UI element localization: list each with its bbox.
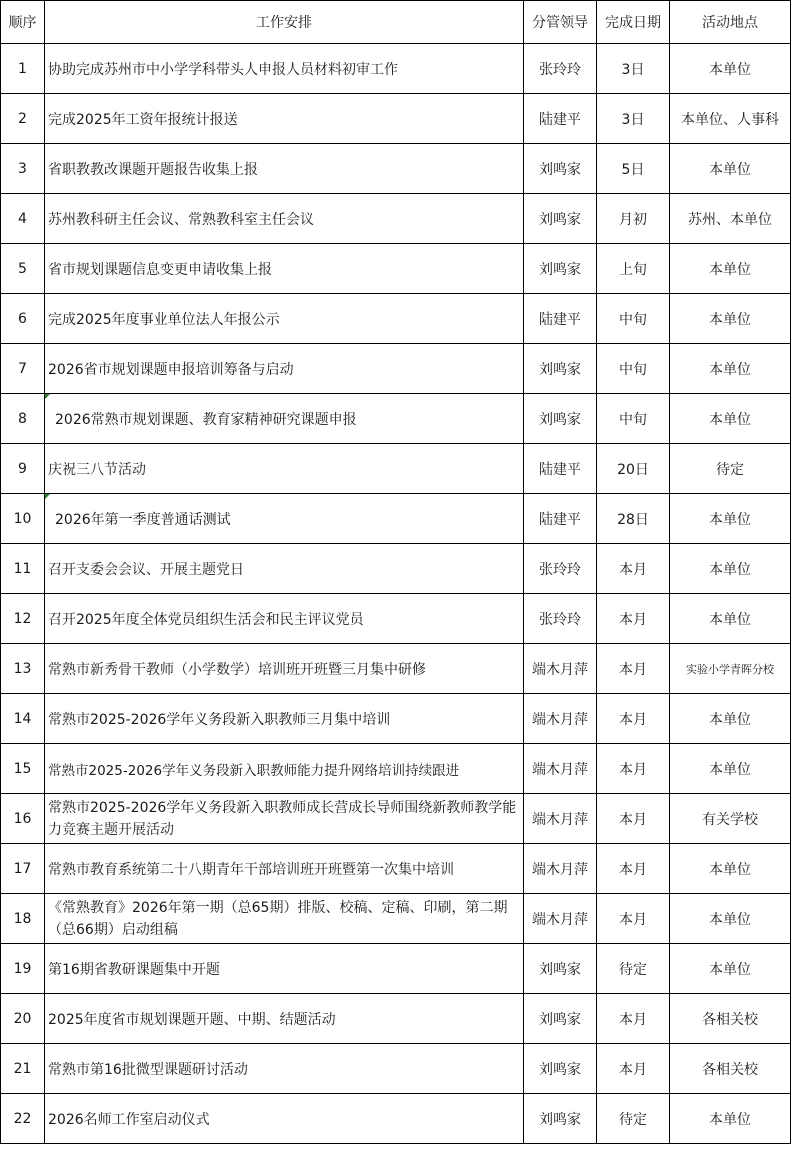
table-row: [1, 294, 791, 344]
table-row: [1, 1094, 791, 1144]
table-row: [1, 244, 791, 294]
table-row: [1, 544, 791, 594]
row-task: 完成2025年度事业单位法人年报公示: [45, 294, 524, 344]
row-no: 21: [1, 1044, 45, 1094]
table-row: [1, 994, 791, 1044]
row-no: 3: [1, 144, 45, 194]
table-row: [1, 744, 791, 794]
row-no: 11: [1, 544, 45, 594]
row-task: 常熟市第16批微型课题研讨活动: [45, 1044, 524, 1094]
row-no: 19: [1, 944, 45, 994]
row-leader: 刘鸣家: [524, 344, 597, 394]
row-leader: 张玲玲: [524, 544, 597, 594]
header-leader: 分管领导: [524, 1, 597, 44]
row-no: 14: [1, 694, 45, 744]
row-no: 7: [1, 344, 45, 394]
row-location: 各相关校: [670, 1044, 791, 1094]
row-location: 本单位: [670, 344, 791, 394]
row-leader: 陆建平: [524, 94, 597, 144]
row-date: 3日: [597, 94, 670, 144]
row-location: 本单位: [670, 744, 791, 794]
row-date: 中旬: [597, 344, 670, 394]
row-location: 本单位: [670, 894, 791, 944]
row-task: 常熟市2025-2026学年义务段新入职教师能力提升网络培训持续跟进: [45, 744, 524, 794]
row-leader: 端木月萍: [524, 644, 597, 694]
row-location: 本单位: [670, 694, 791, 744]
row-task: 常熟市教育系统第二十八期青年干部培训班开班暨第一次集中培训: [45, 844, 524, 894]
row-leader: 张玲玲: [524, 44, 597, 94]
row-leader: 端木月萍: [524, 744, 597, 794]
row-no: 12: [1, 594, 45, 644]
row-date: 本月: [597, 694, 670, 744]
row-date: 中旬: [597, 294, 670, 344]
row-task: 常熟市新秀骨干教师（小学数学）培训班开班暨三月集中研修: [45, 644, 524, 694]
row-leader: 陆建平: [524, 444, 597, 494]
row-date: 月初: [597, 194, 670, 244]
table-row: [1, 794, 791, 844]
row-task: 《常熟教育》2026年第一期（总65期）排版、校稿、定稿、印刷，第二期（总66期）启动组稿: [45, 894, 524, 944]
row-location: 本单位: [670, 394, 791, 444]
row-date: 本月: [597, 594, 670, 644]
row-no: 22: [1, 1094, 45, 1144]
row-location: 有关学校: [670, 794, 791, 844]
row-no: 10: [1, 494, 45, 544]
row-no: 6: [1, 294, 45, 344]
row-date: 28日: [597, 494, 670, 544]
table-row: [1, 894, 791, 944]
row-location: 苏州、本单位: [670, 194, 791, 244]
row-date: 上旬: [597, 244, 670, 294]
row-leader: 刘鸣家: [524, 944, 597, 994]
row-leader: 刘鸣家: [524, 244, 597, 294]
row-task: 省市规划课题信息变更申请收集上报: [45, 244, 524, 294]
row-task: 常熟市2025-2026学年义务段新入职教师成长营成长导师围绕新教师教学能力竞赛主题开展活动: [45, 794, 524, 844]
row-task: 协助完成苏州市中小学学科带头人申报人员材料初审工作: [45, 44, 524, 94]
row-date: 本月: [597, 644, 670, 694]
row-task: 完成2025年工资年报统计报送: [45, 94, 524, 144]
table-row: [1, 444, 791, 494]
row-no: 1: [1, 44, 45, 94]
row-location: 实验小学青晖分校: [670, 644, 791, 694]
row-no: 15: [1, 744, 45, 794]
row-no: 13: [1, 644, 45, 694]
row-date: 本月: [597, 894, 670, 944]
row-task: 2026名师工作室启动仪式: [45, 1094, 524, 1144]
row-date: 待定: [597, 944, 670, 994]
row-date: 本月: [597, 544, 670, 594]
row-date: 本月: [597, 1044, 670, 1094]
row-location: 本单位: [670, 544, 791, 594]
header-row: [1, 1, 791, 44]
row-leader: 刘鸣家: [524, 1094, 597, 1144]
table-row: [1, 94, 791, 144]
row-location: 本单位: [670, 244, 791, 294]
row-task: 2026省市规划课题申报培训筹备与启动: [45, 344, 524, 394]
row-location: 待定: [670, 444, 791, 494]
row-no: 5: [1, 244, 45, 294]
row-location: 本单位: [670, 594, 791, 644]
row-leader: 陆建平: [524, 494, 597, 544]
row-no: 17: [1, 844, 45, 894]
row-leader: 刘鸣家: [524, 144, 597, 194]
row-task: 2026年第一季度普通话测试: [45, 494, 524, 544]
row-date: 中旬: [597, 394, 670, 444]
row-location: 本单位: [670, 1094, 791, 1144]
row-date: 本月: [597, 844, 670, 894]
row-location: 本单位、人事科: [670, 94, 791, 144]
table-row: [1, 594, 791, 644]
row-no: 9: [1, 444, 45, 494]
row-task: 第16期省教研课题集中开题: [45, 944, 524, 994]
table-row: [1, 844, 791, 894]
row-leader: 端木月萍: [524, 694, 597, 744]
row-task: 召开支委会会议、开展主题党日: [45, 544, 524, 594]
row-no: 18: [1, 894, 45, 944]
row-date: 5日: [597, 144, 670, 194]
row-location: 本单位: [670, 944, 791, 994]
row-leader: 张玲玲: [524, 594, 597, 644]
row-task: 常熟市2025-2026学年义务段新入职教师三月集中培训: [45, 694, 524, 744]
row-task: 召开2025年度全体党员组织生活会和民主评议党员: [45, 594, 524, 644]
row-date: 待定: [597, 1094, 670, 1144]
header-date: 完成日期: [597, 1, 670, 44]
row-date: 3日: [597, 44, 670, 94]
row-leader: 端木月萍: [524, 894, 597, 944]
row-location: 本单位: [670, 494, 791, 544]
row-task: 庆祝三八节活动: [45, 444, 524, 494]
row-no: 4: [1, 194, 45, 244]
row-location: 各相关校: [670, 994, 791, 1044]
row-leader: 刘鸣家: [524, 994, 597, 1044]
row-leader: 刘鸣家: [524, 194, 597, 244]
row-no: 20: [1, 994, 45, 1044]
row-leader: 刘鸣家: [524, 1044, 597, 1094]
row-date: 本月: [597, 994, 670, 1044]
header-location: 活动地点: [670, 1, 791, 44]
row-task: 2025年度省市规划课题开题、中期、结题活动: [45, 994, 524, 1044]
header-task: 工作安排: [45, 1, 524, 44]
table-row: [1, 44, 791, 94]
row-location: 本单位: [670, 844, 791, 894]
table-row: [1, 344, 791, 394]
row-task: 省职教教改课题开题报告收集上报: [45, 144, 524, 194]
row-location: 本单位: [670, 294, 791, 344]
row-date: 20日: [597, 444, 670, 494]
row-no: 2: [1, 94, 45, 144]
row-leader: 陆建平: [524, 294, 597, 344]
table-row: [1, 494, 791, 544]
row-leader: 端木月萍: [524, 844, 597, 894]
table-row: [1, 144, 791, 194]
table-row: [1, 394, 791, 444]
row-location: 本单位: [670, 144, 791, 194]
row-date: 本月: [597, 744, 670, 794]
row-task: 2026常熟市规划课题、教育家精神研究课题申报: [45, 394, 524, 444]
table-row: [1, 944, 791, 994]
row-location: 本单位: [670, 44, 791, 94]
header-no: 顺序: [1, 1, 45, 44]
row-no: 8: [1, 394, 45, 444]
row-leader: 刘鸣家: [524, 394, 597, 444]
table-row: [1, 1044, 791, 1094]
row-date: 本月: [597, 794, 670, 844]
row-no: 16: [1, 794, 45, 844]
table-row: [1, 694, 791, 744]
row-leader: 端木月萍: [524, 794, 597, 844]
row-task: 苏州教科研主任会议、常熟教科室主任会议: [45, 194, 524, 244]
table-row: [1, 644, 791, 694]
table-row: [1, 194, 791, 244]
